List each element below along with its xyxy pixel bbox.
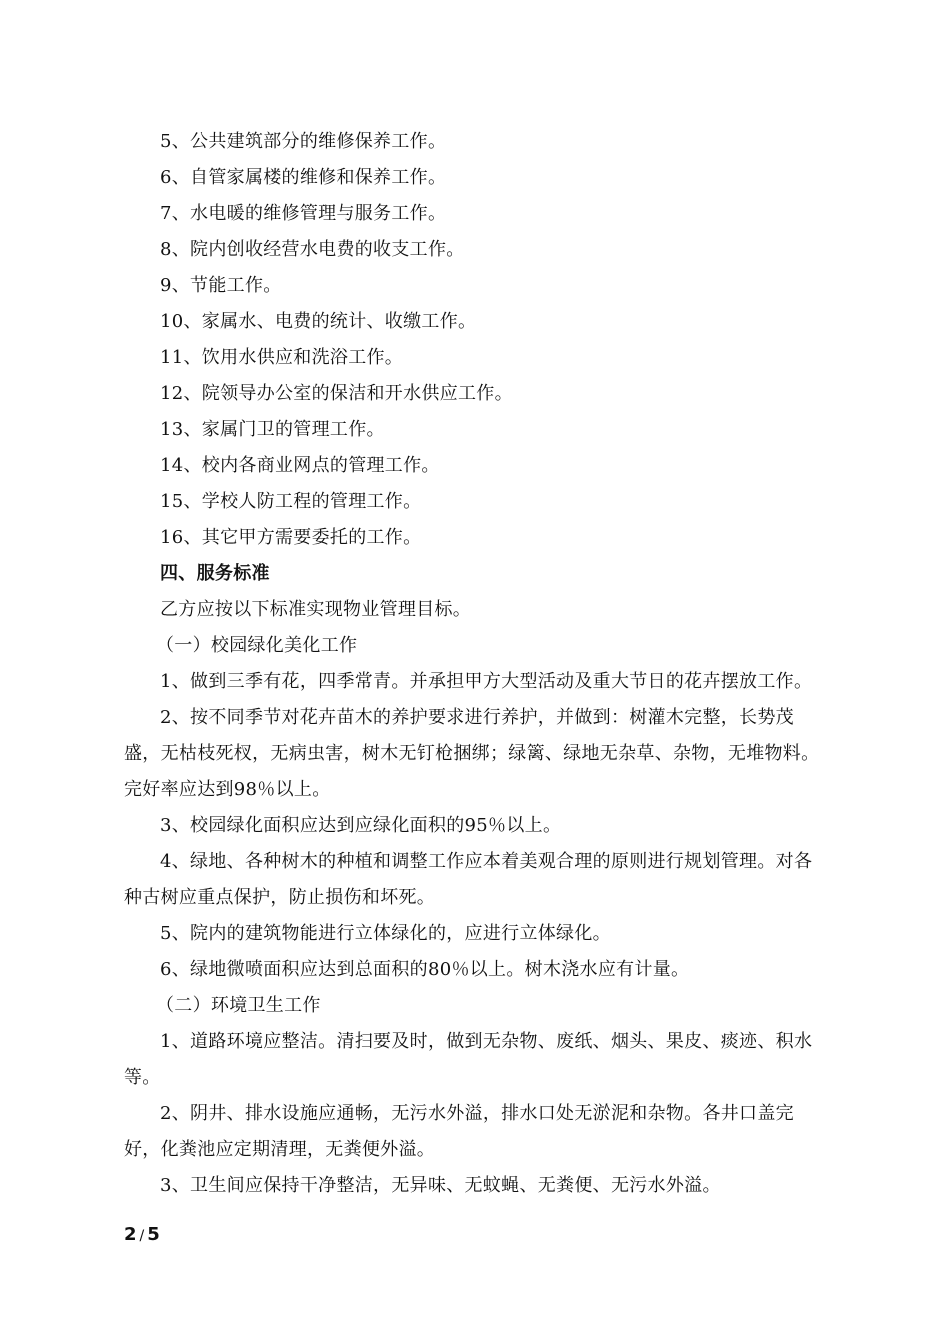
list-item: 7、水电暖的维修管理与服务工作。 [160, 203, 447, 224]
list-item: 9、节能工作。 [160, 275, 282, 296]
list-item: 8、院内创收经营水电费的收支工作。 [160, 239, 465, 260]
subsection-heading: （二）环境卫生工作 [156, 995, 321, 1016]
page-total: 5 [147, 1224, 160, 1245]
paragraph: 1、道路环境应整洁。清扫要及时，做到无杂物、废纸、烟头、果皮、痰迹、积水等。 [124, 1031, 813, 1088]
paragraph: 6、绿地微喷面积应达到总面积的80％以上。树木浇水应有计量。 [160, 959, 690, 980]
list-item: 15、学校人防工程的管理工作。 [160, 491, 422, 512]
paragraph: 2、阴井、排水设施应通畅，无污水外溢，排水口处无淤泥和杂物。各井口盖完好，化粪池应定期清理，无粪便外溢。 [124, 1103, 794, 1160]
list-item: 12、院领导办公室的保洁和开水供应工作。 [160, 383, 513, 404]
list-item: 10、家属水、电费的统计、收缴工作。 [160, 311, 477, 332]
page-current: 2 [124, 1224, 137, 1245]
list-item: 14、校内各商业网点的管理工作。 [160, 455, 440, 476]
list-item: 16、其它甲方需要委托的工作。 [160, 527, 422, 548]
subsection-heading: （一）校园绿化美化工作 [156, 635, 358, 656]
document-body [124, 124, 828, 1204]
paragraph: 1、做到三季有花，四季常青。并承担甲方大型活动及重大节日的花卉摆放工作。 [160, 671, 813, 692]
paragraph: 4、绿地、各种树木的种植和调整工作应本着美观合理的原则进行规划管理。对各种古树应重点保护，防止损伤和坏死。 [124, 851, 813, 908]
paragraph: 乙方应按以下标准实现物业管理目标。 [160, 599, 472, 620]
paragraph: 3、卫生间应保持干净整洁，无异味、无蚊蝇、无粪便、无污水外溢。 [160, 1175, 721, 1196]
section-heading: 四、服务标准 [160, 563, 270, 584]
list-item: 13、家属门卫的管理工作。 [160, 419, 385, 440]
paragraph: 3、校园绿化面积应达到应绿化面积的95％以上。 [160, 815, 562, 836]
paragraph: 2、按不同季节对花卉苗木的养护要求进行养护，并做到：树灌木完整，长势茂盛，无枯枝死杈，无病虫害，树木无钉枪捆绑；绿篱、绿地无杂草、杂物，无堆物料。完好率应达到98％以上。 [124, 707, 820, 800]
paragraph: 5、院内的建筑物能进行立体绿化的，应进行立体绿化。 [160, 923, 611, 944]
page-number [124, 1224, 160, 1245]
list-item: 11、饮用水供应和洗浴工作。 [160, 347, 404, 368]
list-item: 5、公共建筑部分的维修保养工作。 [160, 131, 447, 152]
list-item: 6、自管家属楼的维修和保养工作。 [160, 167, 447, 188]
page-separator: / [139, 1228, 145, 1244]
